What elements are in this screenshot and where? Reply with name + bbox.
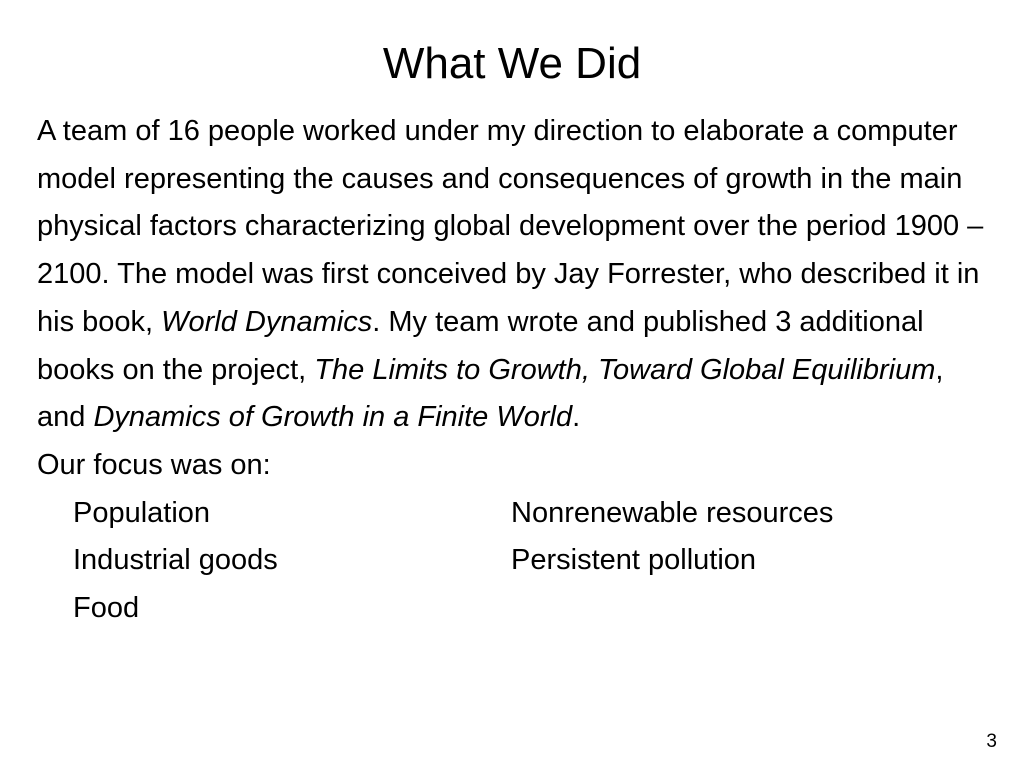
- book-title-limits-to-growth: The Limits to Growth, Toward Global Equilibrium: [314, 353, 936, 386]
- focus-item-industrial-goods: Industrial goods: [73, 544, 278, 577]
- focus-list: [73, 490, 997, 633]
- focus-heading: Our focus was on:: [37, 448, 271, 481]
- paragraph-text-1: A team of 16 people worked under my direction to elaborate a computer model representing the causes and consequences of growth in the main physical factors characterizing global development over the period 1900 – 2100. The model was first conceived by Jay Forrester, who described it in his book,: [37, 115, 984, 338]
- paragraph-text-2: . My team wrote and published 3 additional books on the project,: [37, 305, 924, 386]
- slide-body: [37, 108, 997, 633]
- book-title-dynamics-of-growth: Dynamics of Growth in a Finite World: [93, 401, 573, 434]
- focus-item-food: Food: [73, 592, 140, 625]
- description-paragraph: [37, 108, 997, 442]
- paragraph-text-4: .: [572, 401, 581, 434]
- slide-title: What We Did: [382, 39, 642, 88]
- focus-item-population: Population: [73, 496, 211, 529]
- book-title-world-dynamics: World Dynamics: [161, 305, 373, 338]
- focus-item-nonrenewable-resources: Nonrenewable resources: [511, 496, 834, 529]
- slide-number: 3: [986, 731, 997, 752]
- paragraph-text-3: , and: [37, 353, 944, 434]
- focus-item-persistent-pollution: Persistent pollution: [511, 544, 757, 577]
